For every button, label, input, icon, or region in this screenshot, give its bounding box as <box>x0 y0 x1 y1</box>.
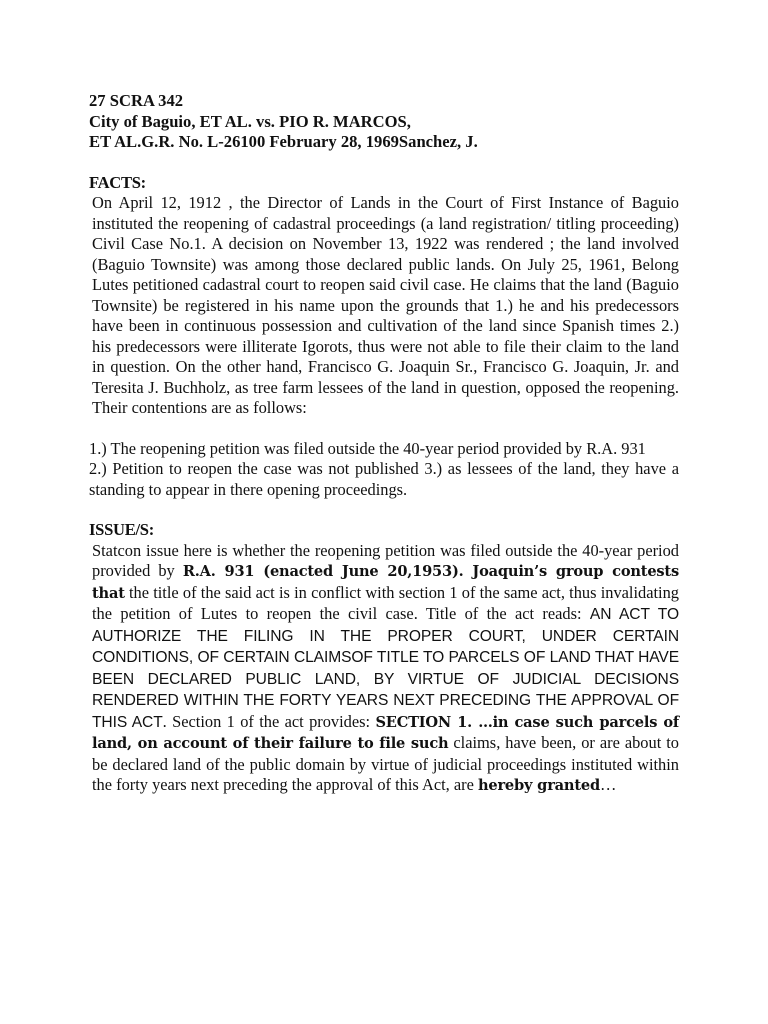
section-1-bold: SECTION 1. …in case such parcels of land, on account of their failure to file such <box>92 713 679 752</box>
case-number-line: ET AL.G.R. No. L-26100 February 28, 1969Sanchez, J. <box>89 132 478 151</box>
facts-paragraph: On April 12, 1912 , the Director of Lands in the Court of First Instance of Baguio instituted the reopening of cadastral proceedings (a land registration/ titling proceeding) Civil Case No.1. A decision on November 13, 1922 was rendered ; the land involved (Baguio Townsite) was among those declared public lands. On July 25, 1961, Belong Lutes petitioned cadastral court to reopen said civil case. He claims that the land (Baguio Townsite) be registered in his name upon the grounds that 1.) he and his predecessors have been in continuous possession and cultivation of the land since Spanish times 2.) his predecessors were illiterate Igorots, thus were not able to file their claim to the land in question. On the other hand, Francisco G. Joaquin Sr., Francisco G. Joaquin, Jr. and Teresita J. Buchholz, as tree farm lessees of the land in question, opposed the reopening. Their contentions are as follows: <box>92 193 679 417</box>
issues-middle: the title of the said act is in conflict with section 1 of the same act, thus invalidating the petition of Lutes to reopen the civil case. Title of the act reads: <box>92 582 679 623</box>
section-1-rest: claims, have been, or are about to be declared land of the public domain by virtue of judicial proceedings instituted within the forty years next preceding the approval of this Act, are <box>92 733 679 794</box>
issues-heading: ISSUE/S: <box>89 520 154 539</box>
contention-2: 2.) Petition to reopen the case was not published 3.) as lessees of the land, they have a standing to appear in there opening proceedings. <box>89 459 679 499</box>
case-title-line: City of Baguio, ET AL. vs. PIO R. MARCOS, <box>89 111 411 131</box>
issues-intro: Statcon issue here is whether the reopening petition was filed outside the 40-year period provided by <box>92 540 679 580</box>
act-title: AN ACT TO AUTHORIZE THE FILING IN THE PROPER COURT, UNDER CERTAIN CONDITIONS, OF CERTAIN CLAIMSOF TITLE TO PARCELS OF LAND THAT HAVE BEEN DECLARED PUBLIC LAND, BY VIRTUE OF JUDICIAL DECISIONS RENDERED WITHIN THE FORTY YEARS NEXT PRECEDING THE APPROVAL OF THIS ACT <box>92 606 679 731</box>
contention-1: 1.) The reopening petition was filed outside the 40-year period provided by R.A. 931 <box>89 438 646 458</box>
citation-line: 27 SCRA 342 <box>89 91 184 110</box>
issues-after-title: . Section 1 of the act provides: <box>162 711 376 731</box>
facts-heading: FACTS: <box>89 172 146 192</box>
ellipsis: … <box>599 775 617 794</box>
ra-931-bold: R.A. 931 (enacted June 20,1953). Joaquin’s group contests that <box>92 563 679 602</box>
issues-paragraph <box>89 541 679 797</box>
document-page <box>89 91 679 797</box>
hereby-granted-bold: hereby granted <box>477 777 600 794</box>
